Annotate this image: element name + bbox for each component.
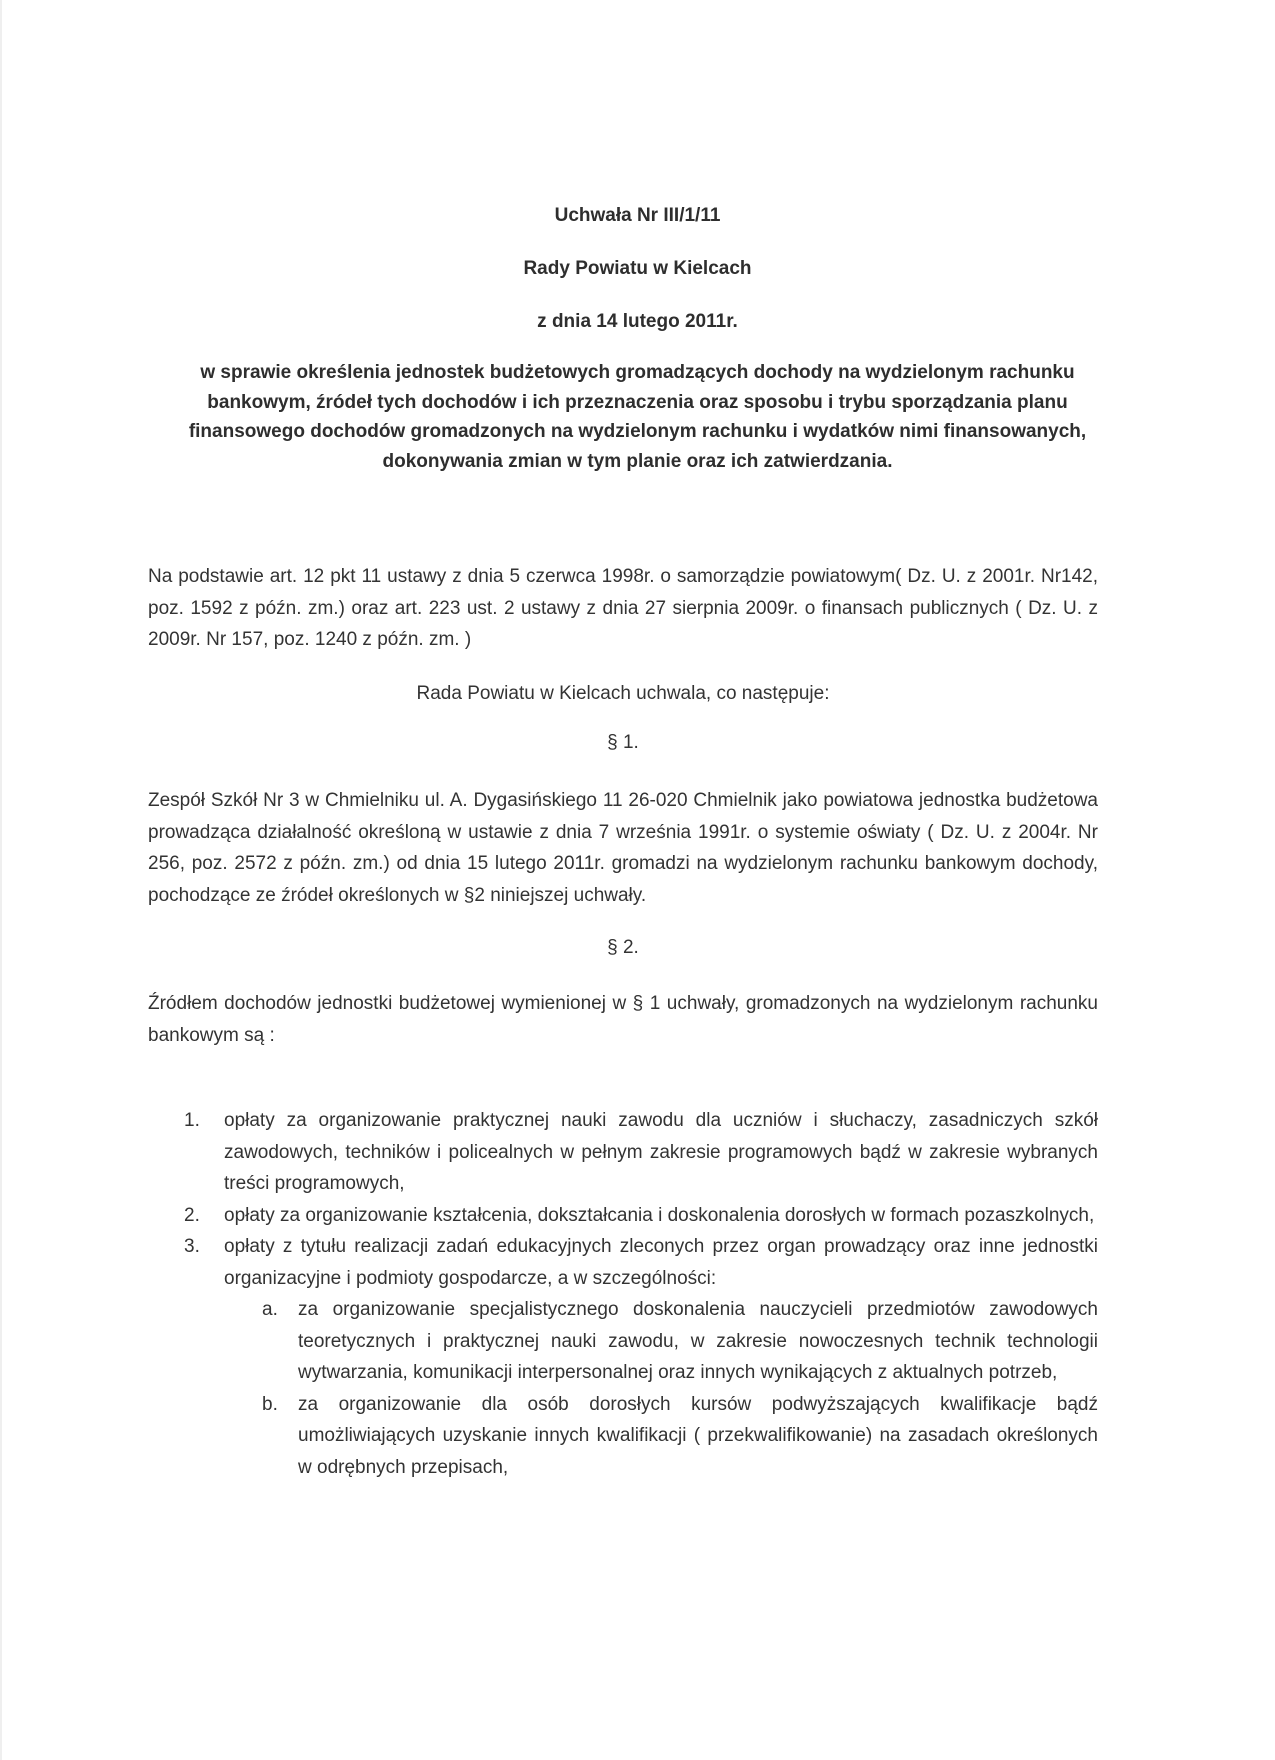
list-item-text: opłaty za organizowanie kształcenia, dokształcania i doskonalenia dorosłych w formach pozaszkolnych,	[224, 1204, 1095, 1226]
resolves-statement: Rada Powiatu w Kielcach uchwala, co następuje:	[416, 683, 830, 704]
section-1-text: Zespół Szkół Nr 3 w Chmielniku ul. A. Dygasińskiego 11 26-020 Chmielnik jako powiatowa jednostka budżetowa prowadząca działalność określoną w ustawie z dnia 7 września 1991r. o systemie oświaty ( Dz. U. z 2004r. Nr 256, poz. 2572 z późn. zm.) od dnia 15 lutego 2011r. gromadzi na wydzielonym rachunku bankowym dochody, pochodzące ze źródeł określonych w §2 niniejszej uchwały.	[148, 790, 1098, 906]
legal-basis: Na podstawie art. 12 pkt 11 ustawy z dnia 5 czerwca 1998r. o samorządzie powiatowym( Dz. U. z 2001r. Nr142, poz. 1592 z późn. zm.) oraz art. 223 ust. 2 ustawy z dnia 27 sierpnia 2009r. o finansach publicznych ( Dz. U. z 2009r. Nr 157, poz. 1240 z późn. zm. )	[148, 566, 1098, 650]
list-item	[148, 1231, 1098, 1294]
list-item-number: 3.	[184, 1236, 200, 1257]
sub-list-item	[148, 1389, 1098, 1484]
list-item-number: 1.	[184, 1110, 200, 1131]
section-1-heading: § 1.	[607, 732, 639, 753]
sub-list-item-letter: a.	[262, 1299, 278, 1320]
list-item-text: opłaty za organizowanie praktycznej nauki zawodu dla uczniów i słuchaczy, zasadniczych szkół zawodowych, techników i policealnych w pełnym zakresie programowych bądź w zakresie wybranych treści programowych,	[224, 1110, 1098, 1194]
list-item	[148, 1105, 1098, 1200]
resolution-date: z dnia 14 lutego 2011r.	[537, 311, 738, 332]
scan-edge	[0, 0, 2, 1760]
sub-list-item	[148, 1294, 1098, 1389]
income-sources-list	[148, 1105, 1098, 1483]
resolution-title: Uchwała Nr III/1/11	[554, 205, 721, 226]
section-2-heading: § 2.	[607, 937, 639, 958]
sub-list-item-text: za organizowanie specjalistycznego doskonalenia nauczycieli przedmiotów zawodowych teoretycznych i praktycznej nauki zawodu, w zakresie nowoczesnych technik technologii wytwarzania, komunikacji interpersonalnej oraz innych wynikających z aktualnych potrzeb,	[298, 1299, 1098, 1383]
list-item-text: opłaty z tytułu realizacji zadań edukacyjnych zleconych przez organ prowadzący oraz inne jednostki organizacyjne i podmioty gospodarcze, a w szczególności:	[224, 1236, 1098, 1289]
list-item-number: 2.	[184, 1204, 200, 1226]
list-item	[148, 1200, 1098, 1232]
section-2-intro: Źródłem dochodów jednostki budżetowej wymienionej w § 1 uchwały, gromadzonych na wydzielonym rachunku bankowym są :	[148, 993, 1098, 1046]
sub-list-item-letter: b.	[262, 1393, 278, 1415]
resolution-subject: w sprawie określenia jednostek budżetowych gromadzących dochody na wydzielonym rachunku bankowym, źródeł tych dochodów i ich przeznaczenia oraz sposobu i trybu sporządzania planu finansowego dochodów gromadzonych na wydzielonym rachunku i wydatków nimi finansowanych, dokonywania zmian w tym planie oraz ich zatwierdzania.	[188, 362, 1087, 472]
council-name: Rady Powiatu w Kielcach	[523, 258, 752, 279]
sub-list-item-text: za organizowanie dla osób dorosłych kursów podwyższających kwalifikacje bądź umożliwiających uzyskanie innych kwalifikacji ( przekwalifikowanie) na zasadach określonych w odrębnych przepisach,	[298, 1393, 1098, 1478]
